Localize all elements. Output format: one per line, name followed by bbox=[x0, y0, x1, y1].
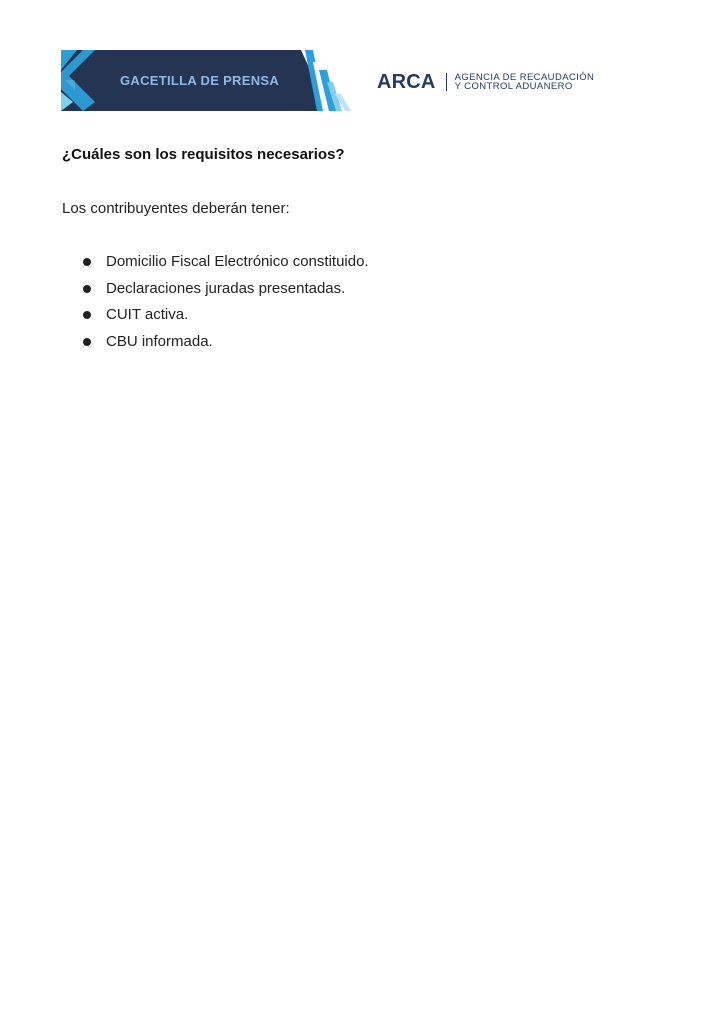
list-item-text: Domicilio Fiscal Electrónico constituido. bbox=[106, 253, 369, 270]
banner-label: GACETILLA DE PRENSA bbox=[120, 73, 280, 88]
logo-subtitle bbox=[455, 73, 595, 92]
bullet-icon bbox=[83, 285, 91, 293]
list-item bbox=[62, 332, 369, 359]
list-item-text: CBU informada. bbox=[106, 332, 213, 350]
logo-wordmark: ARCA bbox=[377, 70, 436, 93]
bullet-icon bbox=[83, 311, 91, 319]
intro-text: Los contribuyentes deberán tener: bbox=[62, 200, 290, 217]
list-item bbox=[62, 305, 369, 332]
list-item-text: Declaraciones juradas presentadas. bbox=[106, 279, 346, 297]
press-release-banner bbox=[61, 50, 351, 111]
list-item bbox=[62, 252, 369, 279]
list-item bbox=[62, 279, 369, 306]
bullet-icon bbox=[83, 338, 91, 346]
logo-separator bbox=[446, 73, 447, 91]
requirements-list bbox=[62, 252, 369, 358]
bullet-icon bbox=[83, 258, 91, 266]
arca-logo bbox=[377, 70, 594, 94]
list-item-text: CUIT activa. bbox=[106, 306, 189, 323]
logo-subtitle-line-1: AGENCIA DE RECAUDACIÓN bbox=[454, 71, 595, 83]
logo-subtitle-line-2: Y CONTROL ADUANERO bbox=[454, 81, 573, 92]
section-heading: ¿Cuáles son los requisitos necesarios? bbox=[62, 146, 345, 163]
